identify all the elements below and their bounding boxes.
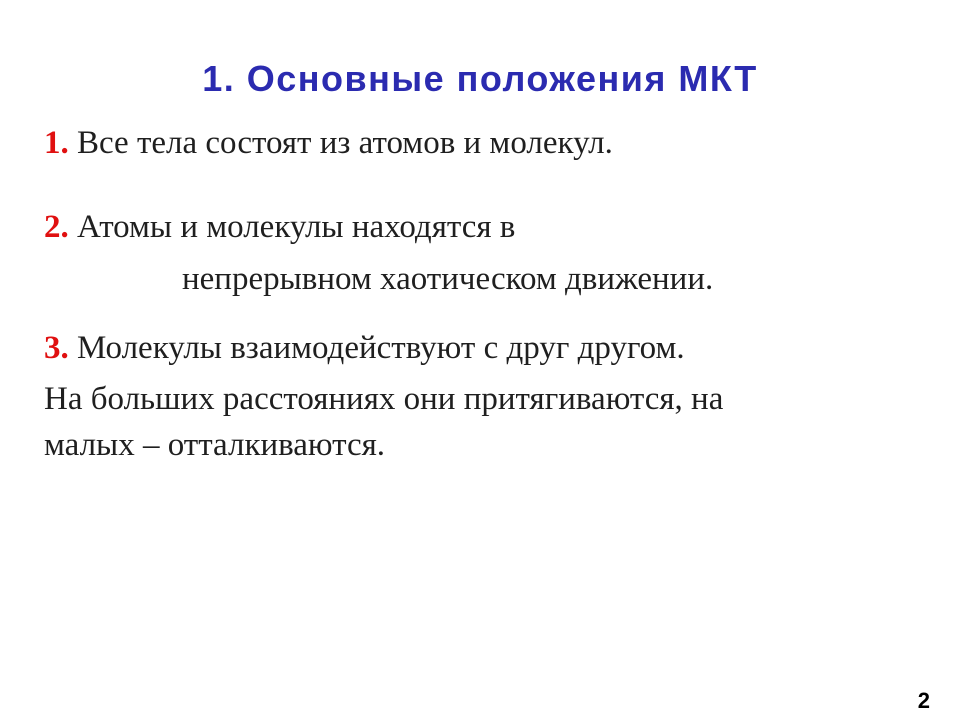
item-number: 1. [44, 125, 69, 161]
item-continuation: непрерывном хаотическом движении. [182, 261, 714, 297]
list-item [44, 127, 613, 160]
note-line: малых – отталкиваются. [44, 427, 386, 463]
list-item [44, 211, 515, 244]
slide-title: 1. Основные положения МКТ [202, 58, 758, 99]
page-number: 2 [917, 688, 930, 713]
item-number: 3. [44, 330, 69, 366]
item-text: Все тела состоят из атомов и молекул. [68, 125, 613, 161]
list-item [44, 332, 685, 365]
note-line: На больших расстояниях они притягиваются, на [44, 381, 724, 417]
item-number: 2. [44, 209, 69, 245]
item-text: Молекулы взаимодействуют с друг другом. [68, 330, 685, 366]
item-text: Атомы и молекулы находятся в [68, 209, 516, 245]
